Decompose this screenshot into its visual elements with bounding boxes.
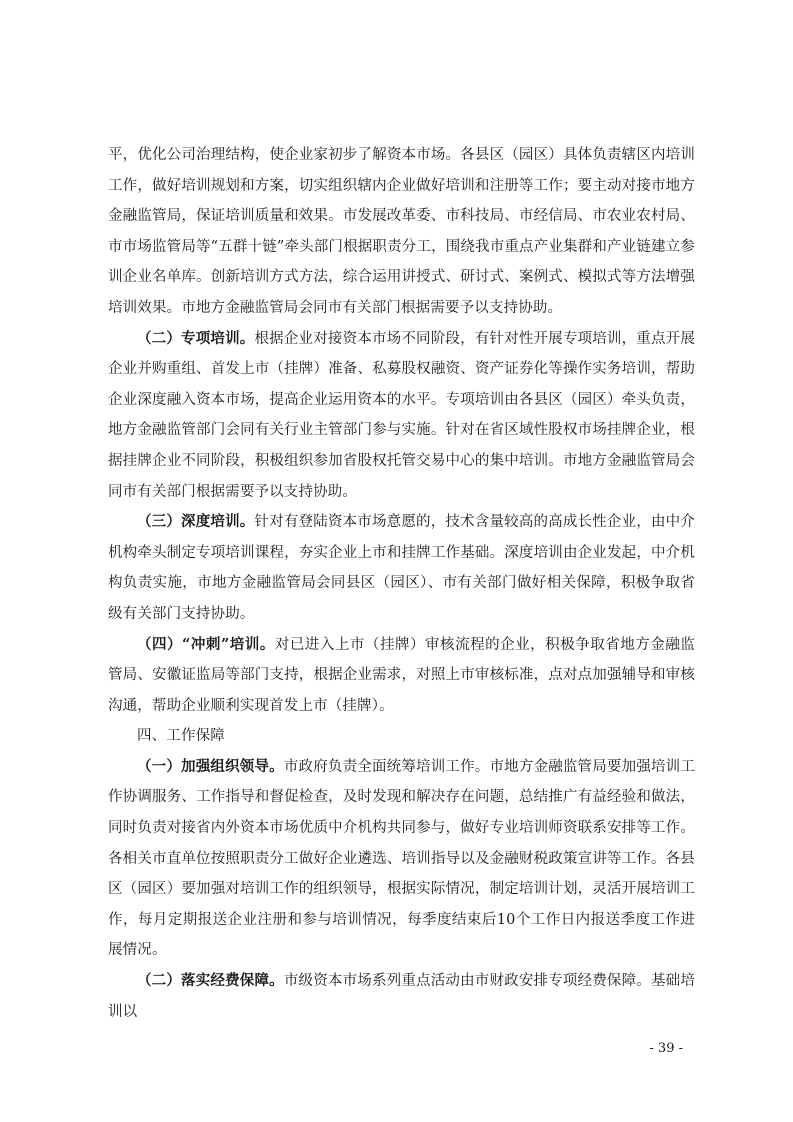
paragraph-funding — [108, 966, 695, 1027]
paragraph-special-training — [108, 324, 695, 508]
paragraph-lead: （四）“冲刺”培训。 — [137, 635, 275, 653]
paragraph-text: 对已进入上市（挂牌）审核流程的企业，积极争取省地方金融监管局、安徽证监局等部门支持，根据企业需求，对照上市审核标准，点对点加强辅导和审核沟通，帮助企业顺利实现首发上市（挂牌）。 — [108, 636, 695, 714]
paragraph-text: 根据企业对接资本市场不同阶段，有针对性开展专项培训，重点开展企业并购重组、首发上市（挂牌）准备、私募股权融资、资产证券化等操作实务培训，帮助企业深度融入资本市场，提高企业运用资本的水平。专项培训由各县区（园区）牵头负责，地方金融监管部门会同有关行业主管部门参与实施。针对在省区域性股权市场挂牌企业，根据挂牌企业不同阶段，积极组织参加省股权托管交易中心的集中培训。市地方金融监管局会同市有关部门根据需要予以支持协助。 — [108, 330, 695, 500]
paragraph-text: 针对有登陆资本市场意愿的，技术含量较高的高成长性企业，由中介机构牵头制定专项培训课程，夯实企业上市和挂牌工作基础。深度培训由企业发起，中介机构负责实施，市地方金融监管局会同县区（园区）、市有关部门做好相关保障，积极争取省级有关部门支持协助。 — [108, 514, 695, 622]
paragraph-organization — [108, 752, 695, 966]
section-heading — [108, 721, 695, 752]
paragraph-lead: （二）专项培训。 — [137, 329, 255, 347]
paragraph-continuation — [108, 140, 695, 324]
section-heading-text: 四、工作保障 — [137, 728, 225, 745]
paragraph-text: 市级资本市场系列重点活动由市财政安排专项经费保障。基础培训以 — [108, 973, 696, 1020]
document-body — [108, 140, 695, 1027]
paragraph-deep-training — [108, 507, 695, 629]
paragraph-text: 市政府负责全面统筹培训工作。市地方金融监管局要加强培训工作协调服务、工作指导和督促检查，及时发现和解决存在问题，总结推广有益经验和做法，同时负责对接省内外资本市场优质中介机构共同参与，做好专业培训师资联系安排等工作。各相关市直单位按照职责分工做好企业遴选、培训指导以及金融财税政策宣讲等工作。各县区（园区）要加强对培训工作的组织领导，根据实际情况，制定培训计划，灵活开展培训工作，每月定期报送企业注册和参与培训情况，每季度结束后10个工作日内报送季度工作进展情况。 — [108, 758, 696, 959]
paragraph-lead: （三）深度培训。 — [137, 513, 255, 531]
paragraph-lead: （一）加强组织领导。 — [137, 757, 284, 775]
paragraph-sprint-training — [108, 630, 695, 722]
paragraph-text: 平，优化公司治理结构，使企业家初步了解资本市场。各县区（园区）具体负责辖区内培训工作，做好培训规划和方案，切实组织辖内企业做好培训和注册等工作；要主动对接市地方金融监管局，保证培训质量和效果。市发展改革委、市科技局、市经信局、市农业农村局、市市场监管局等“五群十链”牵头部门根据职责分工，围绕我市重点产业集群和产业链建立参训企业名单库。创新培训方式方法，综合运用讲授式、研讨式、案例式、模拟式等方法增强培训效果。市地方金融监管局会同市有关部门根据需要予以支持协助。 — [108, 147, 695, 316]
page-number: - 39 - — [649, 1041, 683, 1056]
paragraph-lead: （二）落实经费保障。 — [137, 972, 284, 990]
